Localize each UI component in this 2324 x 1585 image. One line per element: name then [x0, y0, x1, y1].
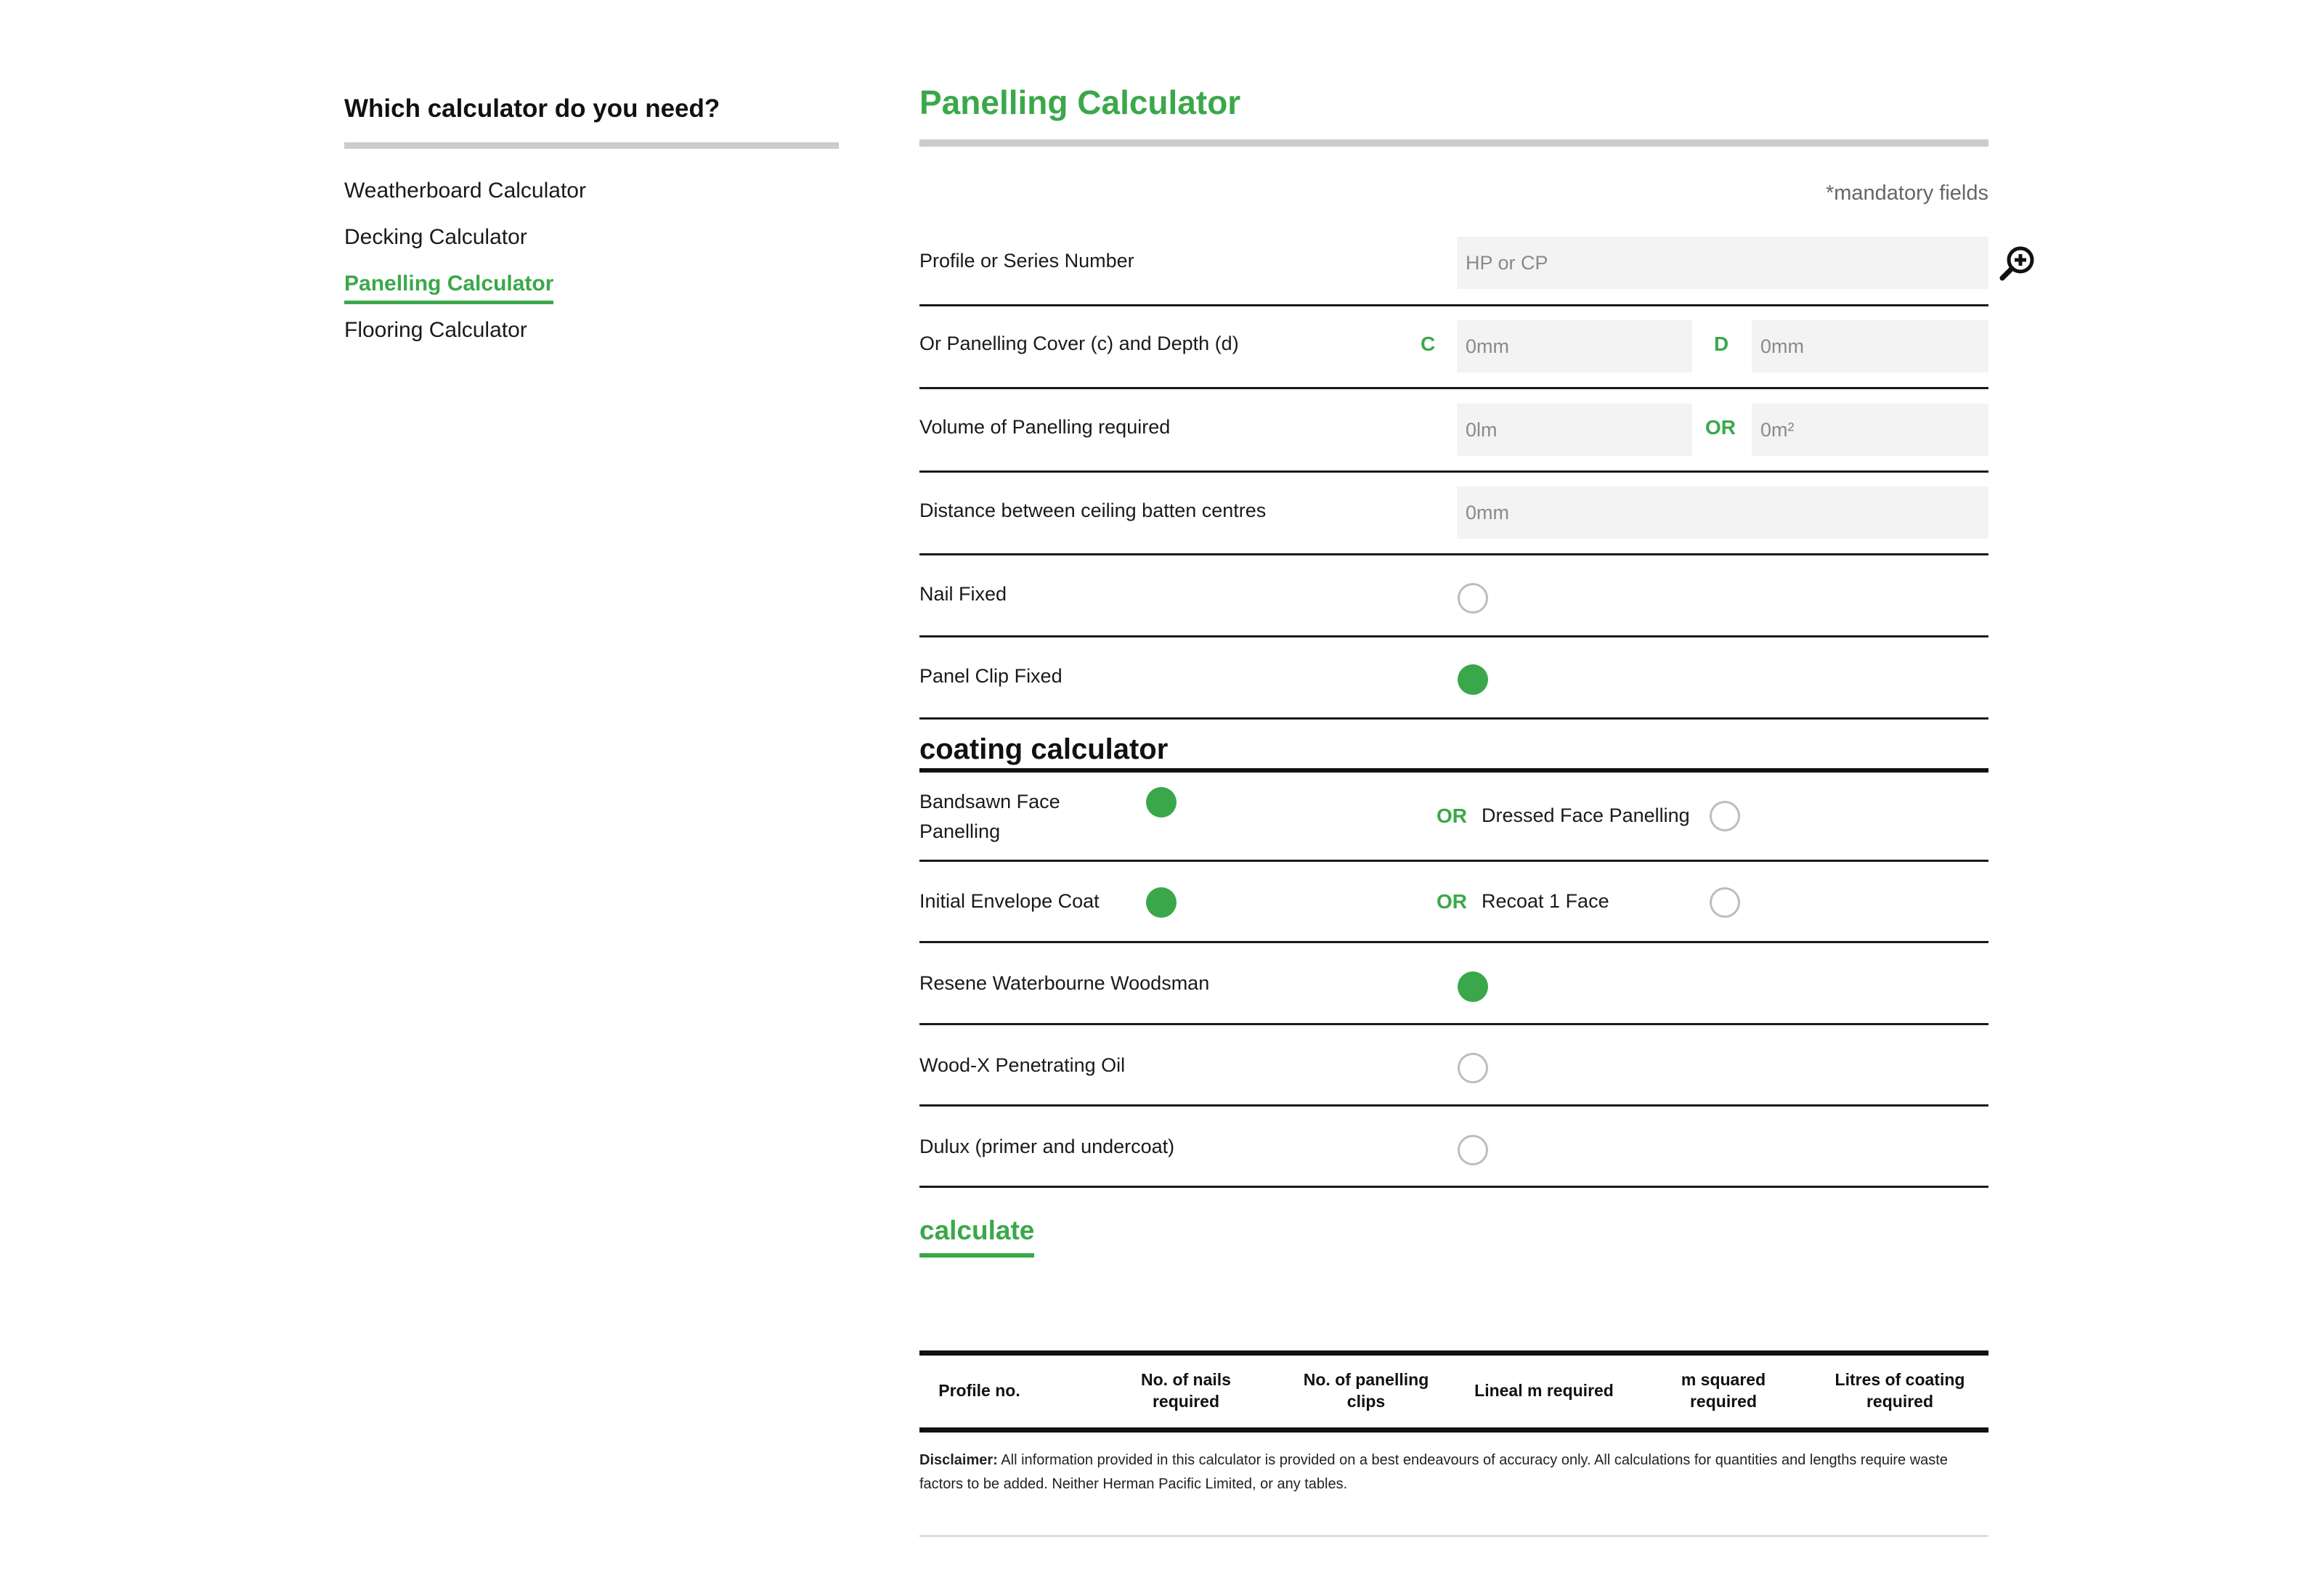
or-tag: OR	[1705, 416, 1736, 439]
row-divider	[919, 635, 1988, 637]
disclaimer-lead: Disclaimer:	[919, 1452, 998, 1468]
sidebar-item-flooring[interactable]: Flooring Calculator	[344, 318, 527, 342]
disclaimer	[919, 1448, 1988, 1496]
cover-tag: C	[1421, 333, 1436, 355]
depth-input[interactable]	[1752, 320, 1988, 372]
row-divider	[919, 387, 1988, 389]
resene-label: Resene Waterbourne Woodsman	[919, 972, 1210, 994]
row-divider	[919, 304, 1988, 306]
resene-radio[interactable]	[1458, 971, 1488, 1002]
depth-tag: D	[1714, 333, 1729, 355]
initial-envelope-radio[interactable]	[1146, 887, 1177, 918]
sidebar-item-weatherboard[interactable]: Weatherboard Calculator	[344, 179, 586, 203]
table-header-nails: No. of nails required	[1141, 1370, 1231, 1411]
row-divider	[919, 860, 1988, 862]
recoat-label: Recoat 1 Face	[1482, 890, 1609, 912]
or-tag: OR	[1437, 804, 1467, 827]
page-title: Panelling Calculator	[919, 83, 1241, 121]
footer-divider	[919, 1535, 1988, 1537]
nail-fixed-radio[interactable]	[1458, 583, 1488, 614]
table-header-lineal: Lineal m required	[1474, 1381, 1614, 1400]
dressed-label: Dressed Face Panelling	[1482, 804, 1690, 826]
dulux-radio[interactable]	[1458, 1135, 1488, 1165]
bandsawn-radio[interactable]	[1146, 787, 1177, 818]
disclaimer-text: All information provided in this calculator is provided on a best endeavours of accuracy only. All calculations for quantities and lengths require waste factors to be added. Neither Herman Pacific Limited, or any tables.	[919, 1452, 1948, 1492]
calculate-button[interactable]: calculate	[919, 1215, 1034, 1258]
nail-fixed-label: Nail Fixed	[919, 583, 1007, 605]
batten-distance-input[interactable]	[1457, 486, 1988, 539]
panel-clip-fixed-label: Panel Clip Fixed	[919, 665, 1063, 687]
dulux-label: Dulux (primer and undercoat)	[919, 1136, 1175, 1157]
profile-input[interactable]	[1457, 237, 1988, 289]
row-divider	[919, 553, 1988, 555]
table-header-m-squared: m squared required	[1681, 1370, 1766, 1411]
coating-section-title: coating calculator	[919, 733, 1169, 765]
dressed-radio[interactable]	[1710, 801, 1740, 831]
woodx-label: Wood-X Penetrating Oil	[919, 1054, 1126, 1076]
row-divider	[919, 717, 1988, 720]
batten-label: Distance between ceiling batten centres	[919, 500, 1267, 521]
table-header-clips: No. of panelling clips	[1303, 1370, 1429, 1411]
table-header-profile: Profile no.	[938, 1381, 1020, 1400]
woodx-radio[interactable]	[1458, 1053, 1488, 1083]
profile-label: Profile or Series Number	[919, 250, 1134, 272]
title-divider	[919, 139, 1988, 147]
table-top-border	[919, 1350, 1988, 1356]
row-divider	[919, 941, 1988, 943]
table-header-litres: Litres of coating required	[1835, 1370, 1965, 1411]
bandsawn-label: Bandsawn Face Panelling	[919, 791, 1060, 842]
row-divider	[919, 1023, 1988, 1025]
lineal-metres-input[interactable]	[1457, 404, 1692, 456]
sidebar-divider	[344, 142, 839, 149]
cover-input[interactable]	[1457, 320, 1692, 372]
row-divider	[919, 470, 1988, 473]
row-divider	[919, 1186, 1988, 1188]
mandatory-note: *mandatory fields	[1825, 182, 1988, 205]
sidebar-item-decking[interactable]: Decking Calculator	[344, 225, 527, 249]
table-bottom-border	[919, 1427, 1988, 1433]
panel-clip-fixed-radio[interactable]	[1458, 664, 1488, 695]
sidebar-title: Which calculator do you need?	[344, 94, 720, 123]
sidebar-item-panelling[interactable]: Panelling Calculator	[344, 272, 553, 304]
row-divider	[919, 1104, 1988, 1107]
or-tag: OR	[1437, 890, 1467, 913]
coating-divider	[919, 768, 1988, 773]
volume-label: Volume of Panelling required	[919, 416, 1171, 438]
recoat-radio[interactable]	[1710, 887, 1740, 918]
cover-depth-label: Or Panelling Cover (c) and Depth (d)	[919, 333, 1239, 354]
zoom-in-icon[interactable]	[1999, 244, 2036, 282]
square-metres-input[interactable]	[1752, 404, 1988, 456]
initial-envelope-label: Initial Envelope Coat	[919, 890, 1100, 912]
